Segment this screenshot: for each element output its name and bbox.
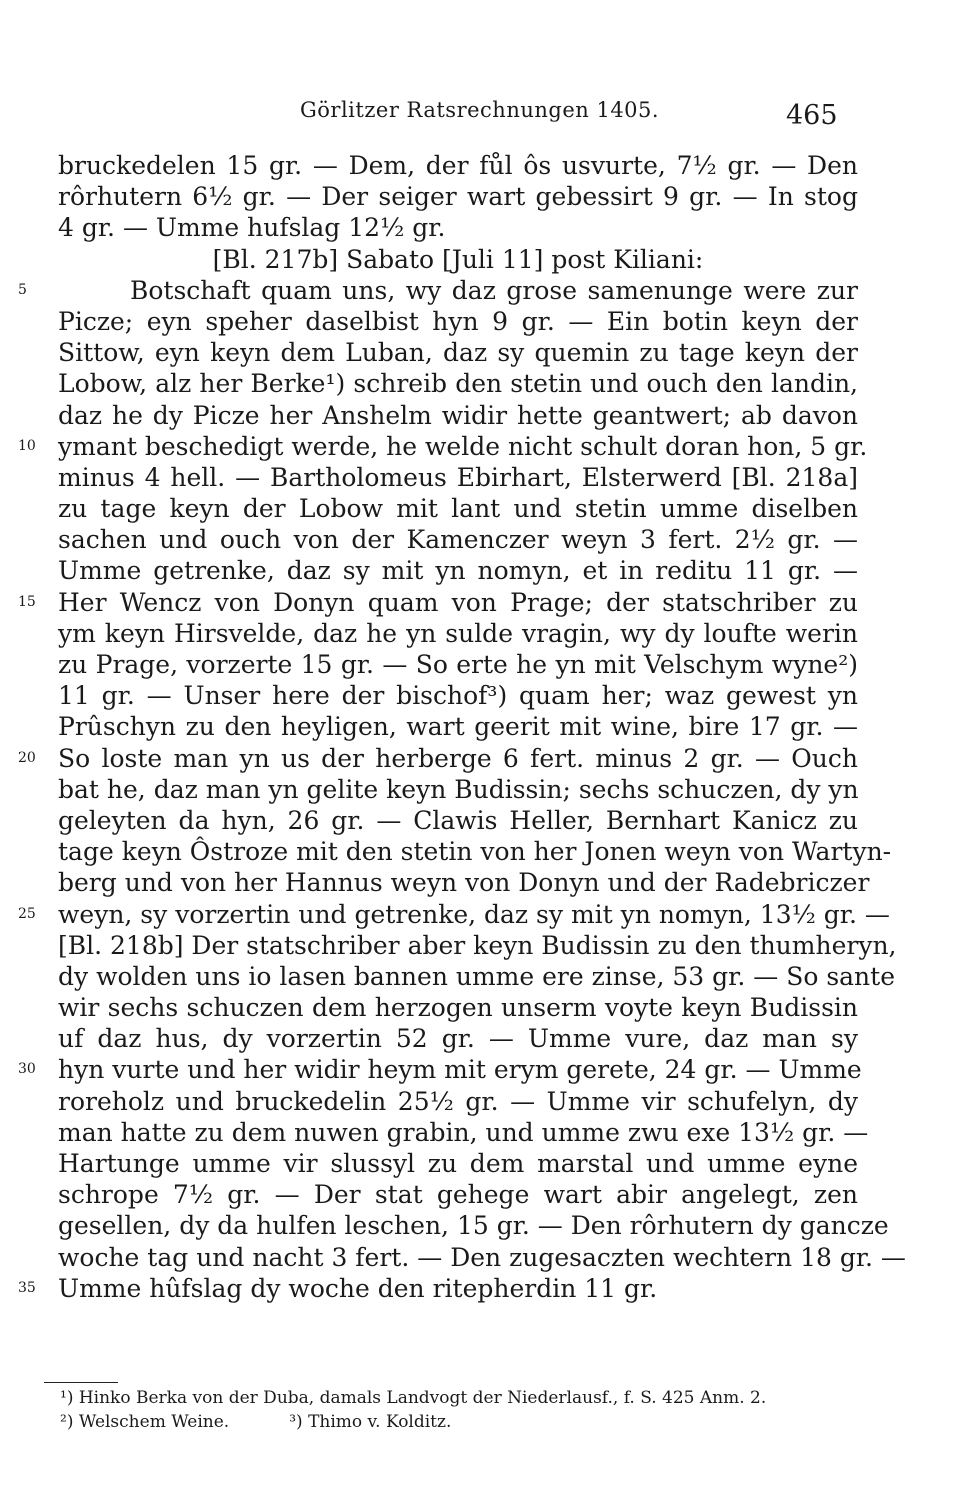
footnote-row [60,1410,850,1434]
line-number: 5 [18,281,27,298]
text-line: geleyten da hyn, 26 gr. — Clawis Heller, Bernhart Kanicz zu [58,805,858,835]
text-line-content: So loste man yn us der herberge 6 fert. minus 2 gr. — Ouch [58,743,858,773]
line-number: 20 [18,749,36,766]
text-line: 4 gr. — Umme hufslag 12½ gr. [58,213,446,243]
footnote-2: ²) Welschem Weine. [60,1412,230,1432]
text-line: Lobow, alz her Berke¹) schreib den stetin und ouch den landin, [58,369,858,399]
text-line-content: Botschaft quam uns, wy daz grose samenunge were zur [130,275,858,305]
text-line-content: Umme hûfslag dy woche den ritepherdin 11 gr. [58,1273,658,1303]
text-line: Picze; eyn speher daselbist hyn 9 gr. — Ein botin keyn der [58,306,858,336]
text-line [18,899,890,930]
text-line: man hatte zu dem nuwen grabin, und umme zwu exe 13½ gr. — [58,1117,869,1147]
text-line: berg und von her Hannus weyn von Donyn und der Radebriczer [58,868,870,898]
page-number: 465 [786,100,838,131]
text-line: daz he dy Picze her Anshelm widir hette geantwert; ab davon [58,400,858,430]
text-line: uf daz hus, dy vorzertin 52 gr. — Umme vure, daz man sy [58,1024,858,1054]
text-line: ym keyn Hirsvelde, daz he yn sulde vragin, wy dy loufte werin [58,618,858,648]
line-number: 15 [18,593,36,610]
text-line-content: weyn, sy vorzertin und getrenke, daz sy mit yn nomyn, 13½ gr. — [58,899,890,929]
text-line: tage keyn Ôstroze mit den stetin von her Jonen weyn von Wartyn- [58,837,892,867]
text-line [18,1273,858,1304]
text-line: gesellen, dy da hulfen leschen, 15 gr. — Den rôrhutern dy gancze [58,1211,889,1241]
text-line: woche tag und nacht 3 fert. — Den zugesaczten wechtern 18 gr. — [58,1242,906,1272]
text-line: zu Prage, vorzerte 15 gr. — So erte he yn mit Velschym wyne²) [58,650,858,679]
text-line: Prûschyn zu den heyligen, wart geerit mit wine, bire 17 gr. — [58,712,858,742]
main-text [18,150,906,1304]
running-header: Görlitzer Ratsrechnungen 1405. [300,98,660,122]
text-line: schrope 7½ gr. — Der stat gehege wart abir angelegt, zen [58,1180,858,1210]
text-line-content: Her Wencz von Donyn quam von Prage; der statschriber zu [58,587,858,617]
text-line: bruckedelen 15 gr. — Dem, der fůl ôs usvurte, 7½ gr. — Den [58,151,858,180]
text-line: wir sechs schuczen dem herzogen unserm voyte keyn Budissin [58,993,858,1023]
text-line: [Bl. 218b] Der statschriber aber keyn Budissin zu den thumheryn, [58,930,897,960]
text-line [18,743,858,774]
line-number: 30 [18,1061,36,1078]
text-line [18,431,868,462]
line-number: 25 [18,905,36,922]
footnotes [60,1386,850,1434]
text-line: minus 4 hell. — Bartholomeus Ebirhart, Elsterwerd [Bl. 218a] [58,462,858,492]
text-line: sachen und ouch von der Kamenczer weyn 3 fert. 2½ gr. — [58,525,858,555]
text-line: roreholz und bruckedelin 25½ gr. — Umme vir schufelyn, dy [58,1086,858,1116]
text-line: rôrhutern 6½ gr. — Der seiger wart gebessirt 9 gr. — In stog [58,182,858,212]
footnote-3: ³) Thimo v. Kolditz. [289,1412,452,1432]
text-line: Hartunge umme vir slussyl zu dem marstal und umme eyne [58,1149,858,1178]
footnote-divider [44,1382,118,1383]
text-line [18,1054,862,1085]
text-line [18,275,858,306]
footnote-1: ¹) Hinko Berka von der Duba, damals Landvogt der Niederlausf., f. S. 425 Anm. 2. [60,1388,767,1408]
text-line: 11 gr. — Unser here der bischof³) quam her; waz gewest yn [58,681,858,711]
line-number: 10 [18,437,36,454]
text-line: dy wolden uns io lasen bannen umme ere zinse, 53 gr. — So sante [58,961,895,991]
text-line-content: hyn vurte und her widir heym mit erym gerete, 24 gr. — Umme [58,1055,862,1085]
section-heading: [Bl. 217b] Sabato [Juli 11] post Kiliani: [212,244,704,274]
text-line: bat he, daz man yn gelite keyn Budissin; sechs schuczen, dy yn [58,774,859,804]
text-line: Sittow, eyn keyn dem Luban, daz sy quemin zu tage keyn der [58,338,858,368]
text-line: Umme getrenke, daz sy mit yn nomyn, et in reditu 11 gr. — [58,556,858,586]
text-line: zu tage keyn der Lobow mit lant und stetin umme diselben [58,494,858,524]
text-line [18,587,858,618]
text-line-content: ymant beschedigt werde, he welde nicht schult doran hon, 5 gr. [58,431,868,461]
line-number: 35 [18,1279,36,1296]
